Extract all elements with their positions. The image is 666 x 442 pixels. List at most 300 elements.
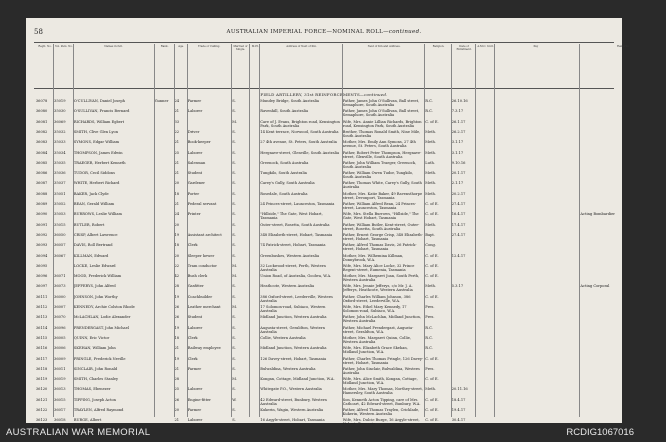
cell-ms: S. [232,212,236,217]
footer-bar [0,424,640,442]
cell-date: 30.4.17 [451,418,466,423]
cell-kin: Wife, Mrs. Mary Alice Locke, 32 Prince Regent-street, Eumenia, Tasmania [342,263,415,272]
table-row [26,211,622,222]
cell-rel: C. of E. [425,263,439,268]
cell-kin: Father, Alfred Thomas Davis, 26 Patrick-street, Hobart, Tasmania [342,243,417,252]
cell-rel: C. of E. [425,119,439,124]
column-rule [259,44,260,417]
cell-rel: R.C. [425,335,433,340]
cell-addr: Carey's Gully, South Australia [260,181,315,186]
cell-name: SYMONS, Edgar William [73,140,120,145]
table-row [26,253,622,264]
cell-vpn: 35036 [54,171,66,176]
cell-rel: Bapt. [425,232,435,237]
cell-kin: Mother, Mrs. Mary Thomas, Northey-street, Hamersley, South Australia [342,387,423,396]
column-rule [424,44,425,417]
cell-vpn: 35015 [54,222,66,227]
page-header [26,28,622,38]
cell-ms: S. [232,202,236,206]
cell-date: 27.4.17 [451,232,466,237]
cell-rel: R.C. [425,109,433,114]
cell-trade: Leather merchant [187,305,221,309]
cell-name: KILLMAN, Edward [73,253,109,258]
table-row [26,294,622,305]
cell-ms: S. [232,294,236,299]
cell-date: 18.4.17 [451,397,466,402]
cell-age: 21 [174,202,180,206]
cell-age: 24 [174,212,180,217]
cell-date: 5.3.17 [451,284,464,289]
cell-name: BURGE, Albert [73,418,102,423]
cell-age: 20 [174,181,180,186]
cell-no: 36090 [35,212,48,217]
column-header: Names in full. [104,45,123,48]
cell-ms: S. [232,335,236,340]
cell-addr: Rosedale, South Australia [260,191,308,196]
cell-no: 36087 [35,181,48,186]
cell-trade: Clerk [187,243,198,248]
cell-kin: Wife, Mrs. Stella Burrows, "Hillside," The Gate, West Hobart, Tasmania [342,212,419,221]
cell-kin: Mother, Mrs. Wilhemina Killman, Donnybrook, W.A. [342,253,404,262]
column-rule [249,44,250,417]
table-row [26,407,622,418]
column-header: Trade or Calling. [197,45,221,48]
cell-no: 36118 [35,366,48,371]
cell-date: 2.1.17 [451,181,464,186]
column-rule [475,44,476,417]
cell-rank: Gunner [154,99,169,103]
cell-name: BUTLER, Robert [73,222,105,227]
cell-vpn: 36050 [54,232,66,237]
table-row [26,356,622,367]
cell-vpn: 35033 [54,140,66,145]
cell-rel: Pres. [425,305,435,309]
cell-name: LOCKE, Leslie Edward [73,263,116,268]
cell-kin: Mother, Mrs. Margaret Joan, South Perth, Western Australia [342,274,420,283]
cell-age: 24 [174,99,180,103]
table-row [26,304,622,315]
cell-no: 36078 [35,99,48,103]
cell-rel: Meth. [425,171,437,176]
table-row [26,335,622,346]
cell-vpn: 36006 [54,346,66,351]
cell-rel: Meth. [425,129,437,134]
cell-age: 22 [174,263,180,268]
cell-name: CRISP, Albert Lawrence [73,232,118,237]
cell-name: BURROWS, Leslie William [73,212,122,217]
cell-vpn: 36009 [54,356,66,361]
cell-ms: S. [232,99,236,103]
cell-kin: Father, William Butler, Kent-street, Outer-street, Rosetta, South Australia [342,222,420,231]
cell-kin: Mother, Mrs. Emily Ann Symons, 27 4th avenue, St. Peters, South Australia [342,140,416,149]
cell-vpn: 36000 [54,294,66,299]
column-header: Religion. [432,45,445,48]
cell-rel: R.C. [425,99,433,103]
cell-no: 36091 [35,222,48,227]
cell-date: 20.1.17 [451,171,466,176]
cell-ms: M. [232,274,238,279]
cell-trade: Federal servant [187,202,217,206]
column-header: Remarks. [617,45,630,48]
cell-name: TIPPING, Joseph Acton [73,397,116,402]
cell-ms: W. [232,397,237,402]
cell-rel: Pres. [425,315,435,320]
cell-trade: Student [187,171,203,176]
cell-ms: S. [232,284,236,289]
cell-addr: Augusta-street, Geraldton, Western Australia [260,325,325,334]
cell-no: 36082 [35,129,48,134]
cell-no: 36092 [35,232,48,237]
cell-date: 19.4.17 [451,408,466,412]
cell-date: 20.2.17 [451,191,466,196]
column-rule [451,44,452,417]
column-header: A.M.C. Unit. [477,45,494,48]
column-header-rule [34,88,614,89]
table-row [26,397,622,408]
cell-name: KENNEDY, Archie Colston Rhode [73,305,135,309]
cell-ms: S. [232,315,236,320]
cell-ms: M. [232,305,238,309]
column-rule [53,44,54,417]
cell-age: 26 [174,397,180,402]
cell-rel: Luth. [425,160,435,165]
table-row [26,222,622,233]
cell-name: SMITH, Charles Stanley [73,377,119,382]
column-rule [494,44,495,417]
table-row [26,170,622,181]
cell-addr: Union Road, of Australia, Goolwa, W.A. [260,274,332,279]
table-row [26,129,622,140]
cell-age: 18 [174,191,180,196]
cell-kin: Son, Kenneth Acton Tipping, care of Mrs. Cathcart, 42 Edward-street, Bunbury, W.A. [342,397,421,406]
cell-name: O'CULLIVAN, Daniel Joseph [73,99,125,103]
cell-age: 19 [174,294,180,299]
cell-ms: S. [232,232,236,237]
cell-ms: M. [232,119,238,124]
cell-rel: C. of E. [425,274,439,279]
cell-rel: Meth. [425,387,437,392]
footer-record-id: RCDIG1067016 [566,427,634,438]
cell-no: 36083 [35,140,48,145]
cell-date: 26.1.17 [451,119,466,124]
cell-rel: Meth. [425,150,437,155]
cell-rel: Meth. [425,181,437,186]
cell-age: 28 [174,377,180,382]
cell-kin: Father, James John O'Sullivan, Ball street, Semaphore, South Australia [342,99,420,107]
cell-name: BAKER, Jack Clyde [73,191,109,196]
cell-age: 19 [174,232,180,237]
cell-vpn: 36015 [54,397,66,402]
table-row [26,160,622,171]
cell-trade: Salesman [187,160,206,165]
cell-no: 36119 [35,377,48,382]
cell-no: 36114 [35,325,48,330]
document-page [26,18,630,423]
cell-addr: Heathcote, Western Australia [260,284,315,289]
column-rule [187,44,188,417]
cell-ms: S. [232,222,236,227]
cell-trade: Farmer [187,366,202,371]
table-row [26,201,622,212]
column-rule [174,44,175,417]
cell-addr: 126 Davey-street, Hobart, Tasmania [260,356,327,361]
cell-name: O'SULLIVAN, Francis Bernard [73,109,130,114]
cell-addr: Hergnave-street, Glenville, South Australia [260,150,340,155]
cell-vpn: 36057 [54,243,66,248]
cell-name: BEAN, Gerald William [73,202,115,206]
cell-trade: Clerk [187,335,198,340]
cell-no: 36111 [35,294,48,299]
cell-date: 16.4.17 [451,212,466,217]
table-row [26,283,622,294]
cell-age: 26 [174,315,180,320]
cell-trade: Railway employee [187,346,221,351]
cell-trade: Coachbuilder [187,294,213,299]
table-row [26,180,622,191]
cell-age: 42 [174,274,180,279]
cell-trade: Gardener [187,181,206,186]
cell-no: 36120 [35,387,48,392]
cell-ms: S. [232,408,236,412]
table-row [26,325,622,336]
table-row [26,376,622,387]
cell-trade: Student [187,315,203,320]
cell-addr: Midland Junction, Western Australia [260,315,327,320]
cell-name: PRINGLE, Frederick Neville [73,356,126,361]
table-row [26,386,622,397]
table-row [26,98,622,109]
cell-name: THOMPSON, James Edwin [73,150,123,155]
column-header: M.Pt. [251,45,259,48]
cell-remark: Acting Bombardier [580,212,616,217]
column-rule [73,44,74,417]
cell-age: 21 [174,366,180,371]
cell-addr: 24 Princes-street, Launceston, Tasmania [260,202,335,206]
cell-date: 12.4.17 [451,253,466,258]
section-heading: FIELD ARTILLERY, 31st REINFORCEMENTS—continued. [260,92,388,97]
cell-rel: C. of E. [425,356,439,361]
cell-trade: Printer [187,212,201,217]
cell-age: 18 [174,243,180,248]
cell-kin: Father, Charles William Johnson, 386 Oxford-street, Leederville, W.A. [342,294,411,303]
cell-vpn: 35051 [54,191,66,196]
page-number: 58 [34,28,43,36]
cell-no: 36123 [35,418,48,423]
cell-ms: S. [232,243,236,248]
cell-name: JEFFERYS, John Alfred [73,284,116,289]
cell-vpn: 35034 [54,150,66,155]
cell-vpn: 36071 [54,274,66,279]
cell-rel: Meth. [425,140,437,145]
cell-name: PRENDERGAST, John Michael [73,325,129,330]
page-title: AUSTRALIAN IMPERIAL FORCE—NOMINAL ROLL—continued. [226,29,422,35]
cell-kin: Father, Thomas White, Carey's Gully, South Australia [342,181,422,190]
cell-vpn: 36070 [54,315,66,320]
cell-date: 3.1.17 [451,140,464,145]
cell-name: SKEHAN, William John [73,346,116,351]
cell-ms: S. [232,346,236,351]
cell-vpn: 36073 [54,284,66,289]
cell-trade: Bush clerk [187,274,208,279]
cell-addr: Care of J. Evans, Brighton road, Kensington Park, South Australia [260,119,340,128]
cell-date: 26.10.16 [451,99,468,103]
cell-addr: Collie, Western Australia [260,335,306,340]
column-header: Married or Single. [233,45,248,51]
cell-vpn: 35053 [54,212,66,217]
footer-credit: AUSTRALIAN WAR MEMORIAL [6,427,151,438]
cell-date: 17.4.17 [451,222,466,227]
cell-no: 36121 [35,397,48,402]
cell-no: 36113 [35,315,48,320]
cell-ms: S. [232,150,236,155]
column-header: Next of Kin and Address. [367,45,401,48]
cell-kin: Father, Alfred Thomas Traylen, Cricklade, Kukerin, Western Australia [342,408,420,416]
cell-trade: Farmer [187,408,202,412]
cell-trade: Laborer [187,325,203,330]
cell-vpn: 36067 [54,253,66,258]
cell-kin: Father, John Sinclair, Bulwaldina, Western Australia [342,366,420,375]
cell-no: 36117 [35,356,48,361]
cell-rel: Meth. [425,284,437,289]
cell-rel: Meth. [425,191,437,196]
cell-age: 22 [174,129,180,134]
cell-ms: S. [232,181,236,186]
cell-kin: Father, Charles Thomas Pringle, 126 Davey-street, Hobart, Tasmania [342,356,424,365]
table-row [26,314,622,325]
cell-no: 36095 [35,263,48,268]
cell-addr: 16 Argyle-street, Hobart, Tasmania [260,418,325,423]
column-rule [579,44,580,417]
cell-kin: Wife, Mrs. Jennie Jefferys, c/o Mr. J. A. Jefferys, Heathcote, Western Australia [342,284,413,293]
cell-rel: R.C. [425,325,433,330]
cell-age: 26 [174,305,180,309]
table-row [26,366,622,377]
cell-age: 21 [174,346,180,351]
cell-no: 36080 [35,109,48,114]
cell-addr: "Hillside," The Gate, West Hobart, Tasmania [260,212,323,221]
column-rule [154,44,155,417]
cell-addr: Greenbushes, Western Australia [260,253,320,258]
cell-trade: Sleeper hewer [187,253,215,258]
cell-age: 19 [174,356,180,361]
cell-name: JOHNSON, John Worthy [73,294,118,299]
cell-rel: Cong. [425,243,436,248]
cell-name: WHITE, Herbert Richard [73,181,120,186]
cell-kin: Father, John McLachlan, Midland Junction, Western Australia [342,315,421,324]
cell-rel: R.C. [425,346,433,351]
cell-addr: 14 Kent terrace, Norwood, South Australia [260,129,339,134]
cell-age: 21 [174,160,180,165]
cell-ms: S. [232,129,236,134]
cell-age: 25 [174,150,180,155]
cell-rel: Pres. [425,366,435,371]
cell-addr: Kongan, Cottage, Midland Junction, W.A. [260,377,335,382]
cell-vpn: 36011 [54,366,66,371]
cell-ms: S. [232,191,236,196]
cell-date: 26.2.17 [451,129,466,134]
cell-addr: Ravenhill, South Australia [260,109,309,114]
cell-addr: 348 Elizabeth-street, Hobart, Tasmania [260,232,333,237]
cell-ms: S. [232,140,236,145]
cell-no: 36084 [35,150,48,155]
cell-no: 36097 [35,284,48,289]
cell-no: 36116 [35,346,48,351]
cell-name: TRAEGER, Herbert Kenneth [73,160,126,165]
cell-vpn: 35030 [54,109,66,114]
cell-addr: 32 Lockwood-street, Perth, Western Australia [260,263,326,272]
cell-date: 9.10.16 [451,160,466,165]
cell-kin: Father, Robert Peter Thompson, Hergnave-street, Glenville, South Australia [342,150,422,159]
column-header: Regtl. No. [38,45,52,48]
cell-name: RICHARDS, William Egbert [73,119,125,124]
cell-rel: C. of E. [425,408,439,412]
cell-trade: Driver [187,129,200,134]
cell-no: 36085 [35,160,48,165]
cell-vpn: 35019 [54,99,66,103]
cell-no: 36081 [35,119,48,124]
column-rule [231,44,232,417]
cell-vpn: 36007 [54,305,66,309]
cell-kin: Mother, Mrs. Margaret Quinn, Collie, Western Australia [342,335,412,344]
cell-rel: C. of E. [425,202,439,206]
table-row [26,263,622,274]
cell-trade: Laborer [187,109,203,114]
cell-no: 36089 [35,202,48,206]
table-row [26,108,622,119]
cell-ms: S. [232,387,236,392]
cell-age: 21 [174,418,180,423]
cell-rel: C. of E. [425,397,439,402]
cell-ms: S. [232,418,236,423]
cell-rel: C. of E. [425,212,439,217]
cell-trade: Porter [187,191,200,196]
cell-addr: Bulwaldina, Western Australia [260,366,316,371]
cell-ms: S. [232,325,236,330]
cell-ms: S. [232,160,236,165]
cell-vpn: 36019 [54,377,66,382]
cell-date: 7.3.17 [451,109,464,114]
cell-addr: Tungkilo, South Australia [260,171,307,176]
cell-kin: Father, Ernest George Crisp, 348 Elizabeth-street, Hobart, Tasmania [342,232,423,241]
column-header: Vol. Pers. No. [55,45,73,48]
cell-age: 19 [174,325,180,330]
cell-ms: S. [232,366,236,371]
table-row [26,242,622,253]
cell-name: THOMAS, Ebenezer [73,387,111,392]
column-rule [342,44,343,417]
cell-vpn: 36017 [54,408,66,412]
column-header: Address of Next of Kin. [286,45,317,48]
cell-kin: Father, William Owen Tudor, Tungkilo, South Australia [342,171,414,180]
cell-ms: S. [232,356,236,361]
header-rule [34,42,614,43]
cell-trade: Farmer [187,99,202,103]
cell-name: TRAYLEN, Alfred Raymond [73,408,124,412]
cell-vpn: 35032 [54,129,66,134]
cell-ms: M. [232,263,238,268]
cell-vpn: 36096 [54,325,66,330]
cell-vpn: 36005 [54,335,66,340]
cell-trade: Engine-fitter [187,397,211,402]
cell-kin: Wife, Mrs. Dulcie Burge, 16 Argyle-street, [342,418,420,423]
table-row [26,119,622,130]
column-header: Pay [533,45,539,48]
cell-ms: M. [232,377,238,382]
cell-addr: 42 Edward-street, Bunbury, Western Australia [260,397,327,406]
table-row [26,232,622,243]
cell-kin: Father, Michael Prendergast, Augusta-street, Geraldton, W.A. [342,325,414,334]
cell-age: 21 [174,140,180,145]
